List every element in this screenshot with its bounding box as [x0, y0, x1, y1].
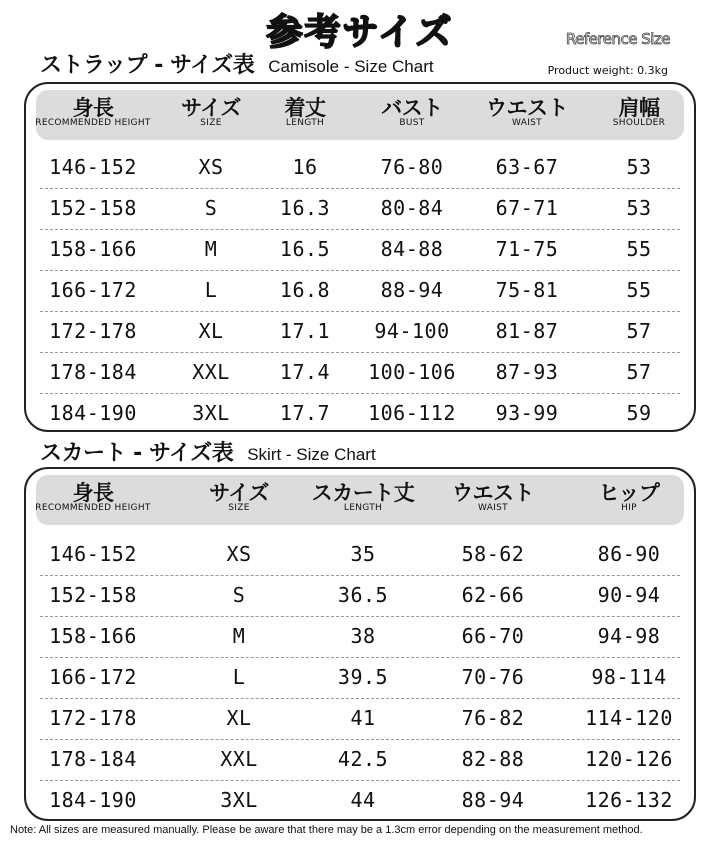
- table-cell: 53: [626, 155, 652, 179]
- skirt-section-title: [40, 436, 376, 467]
- table-cell: M: [204, 237, 218, 261]
- header-length-jp: スカート丈: [311, 481, 415, 505]
- table-cell: 3XL: [192, 401, 230, 425]
- table-cell: 90-94: [597, 583, 661, 607]
- table-cell: 88-94: [461, 788, 525, 812]
- table-cell: 75-81: [495, 278, 559, 302]
- skirt-title-en: Skirt - Size Chart: [247, 445, 376, 464]
- table-cell: 17.1: [279, 319, 331, 343]
- table-cell: 16.3: [279, 196, 331, 220]
- table-cell: 100-106: [368, 360, 456, 384]
- table-cell: 42.5: [337, 747, 389, 771]
- table-cell: 16.8: [279, 278, 331, 302]
- page-title: 参考サイズ: [266, 12, 454, 53]
- table-cell: 76-82: [461, 706, 525, 730]
- table-cell: 172-178: [49, 706, 137, 730]
- table-cell: 55: [626, 237, 652, 261]
- header-recommended-height-en: RECOMMENDED HEIGHT: [35, 503, 151, 513]
- reference-size-label: Reference Size: [565, 30, 670, 48]
- table-cell: 67-71: [495, 196, 559, 220]
- header-recommended-height-jp: 身長: [72, 96, 114, 120]
- table-cell: 87-93: [495, 360, 559, 384]
- table-row: [40, 148, 680, 189]
- product-weight: Product weight: 0.3kg: [547, 64, 668, 77]
- table-cell: 126-132: [585, 788, 673, 812]
- table-row: [40, 699, 680, 740]
- table-cell: 81-87: [495, 319, 559, 343]
- table-cell: 57: [626, 360, 652, 384]
- camisole-title-en: Camisole - Size Chart: [268, 57, 434, 76]
- table-cell: 62-66: [461, 583, 525, 607]
- table-cell: 146-152: [49, 542, 137, 566]
- table-cell: 184-190: [49, 788, 137, 812]
- table-row: [40, 617, 680, 658]
- table-cell: 58-62: [461, 542, 525, 566]
- table-cell: 71-75: [495, 237, 559, 261]
- table-cell: 178-184: [49, 360, 137, 384]
- header-shoulder-en: SHOULDER: [612, 118, 666, 128]
- table-cell: S: [204, 196, 218, 220]
- table-row: [40, 576, 680, 617]
- header-shoulder-jp: 肩幅: [618, 96, 660, 120]
- table-cell: 146-152: [49, 155, 137, 179]
- table-cell: 36.5: [337, 583, 389, 607]
- table-cell: 3XL: [220, 788, 258, 812]
- table-cell: 17.4: [279, 360, 331, 384]
- skirt-size-table: [24, 467, 696, 821]
- table-cell: 38: [350, 624, 376, 648]
- table-cell: 16: [292, 155, 318, 179]
- table-cell: XXL: [220, 747, 258, 771]
- table-cell: 80-84: [380, 196, 444, 220]
- header-size-en: SIZE: [200, 118, 222, 128]
- table-cell: M: [232, 624, 246, 648]
- table-cell: 152-158: [49, 583, 137, 607]
- table-cell: 55: [626, 278, 652, 302]
- table-row: [40, 394, 680, 434]
- table-cell: 59: [626, 401, 652, 425]
- table-cell: 184-190: [49, 401, 137, 425]
- table-cell: 120-126: [585, 747, 673, 771]
- table-cell: 53: [626, 196, 652, 220]
- table-cell: XS: [198, 155, 224, 179]
- table-cell: 98-114: [591, 665, 667, 689]
- header-hip-en: HIP: [621, 503, 637, 513]
- table-cell: 88-94: [380, 278, 444, 302]
- table-cell: 35: [350, 542, 376, 566]
- header-length-jp: 着丈: [284, 96, 326, 120]
- table-cell: 114-120: [585, 706, 673, 730]
- table-row: [40, 781, 680, 821]
- header-size-jp: サイズ: [209, 481, 269, 505]
- header-waist-en: WAIST: [512, 118, 542, 128]
- header-length-en: LENGTH: [343, 503, 383, 513]
- table-row: [40, 658, 680, 699]
- table-cell: 17.7: [279, 401, 331, 425]
- table-cell: 82-88: [461, 747, 525, 771]
- header-waist-jp: ウエスト: [486, 96, 568, 120]
- table-cell: L: [232, 665, 246, 689]
- table-cell: 66-70: [461, 624, 525, 648]
- table-cell: 76-80: [380, 155, 444, 179]
- table-row: [40, 189, 680, 230]
- table-cell: 172-178: [49, 319, 137, 343]
- table-row: [40, 353, 680, 394]
- table-cell: S: [232, 583, 246, 607]
- header-hip-jp: ヒップ: [598, 481, 660, 505]
- table-cell: 63-67: [495, 155, 559, 179]
- header-bust-jp: バスト: [381, 96, 443, 120]
- table-cell: XL: [226, 706, 252, 730]
- table-row: [40, 312, 680, 353]
- table-cell: 152-158: [49, 196, 137, 220]
- table-cell: 94-98: [597, 624, 661, 648]
- header-length-en: LENGTH: [285, 118, 325, 128]
- table-cell: 84-88: [380, 237, 444, 261]
- header-bust-en: BUST: [399, 118, 425, 128]
- table-row: [40, 230, 680, 271]
- header-waist-jp: ウエスト: [452, 481, 534, 505]
- camisole-title-jp: ストラップ - サイズ表: [40, 53, 255, 78]
- header-size-en: SIZE: [228, 503, 250, 513]
- table-cell: 166-172: [49, 665, 137, 689]
- table-cell: 86-90: [597, 542, 661, 566]
- header-recommended-height-en: RECOMMENDED HEIGHT: [35, 118, 151, 128]
- table-cell: XL: [198, 319, 224, 343]
- camisole-size-table: [24, 82, 696, 432]
- header-waist-en: WAIST: [478, 503, 508, 513]
- table-cell: XXL: [192, 360, 230, 384]
- table-cell: 70-76: [461, 665, 525, 689]
- table-cell: XS: [226, 542, 252, 566]
- table-cell: 16.5: [279, 237, 331, 261]
- table-cell: 44: [350, 788, 376, 812]
- table-cell: 39.5: [337, 665, 389, 689]
- camisole-section-title: [40, 48, 434, 79]
- table-cell: 158-166: [49, 624, 137, 648]
- header-recommended-height-jp: 身長: [72, 481, 114, 505]
- table-cell: 41: [350, 706, 376, 730]
- table-cell: 178-184: [49, 747, 137, 771]
- table-cell: L: [204, 278, 218, 302]
- table-cell: 94-100: [374, 319, 450, 343]
- table-row: [40, 271, 680, 312]
- table-cell: 106-112: [368, 401, 456, 425]
- measurement-note: Note: All sizes are measured manually. Please be aware that there may be a 1.3cm error depending on the measurement method.: [10, 824, 643, 836]
- table-cell: 57: [626, 319, 652, 343]
- table-cell: 93-99: [495, 401, 559, 425]
- table-cell: 158-166: [49, 237, 137, 261]
- skirt-title-jp: スカート - サイズ表: [40, 441, 234, 466]
- table-cell: 166-172: [49, 278, 137, 302]
- header-size-jp: サイズ: [181, 96, 241, 120]
- table-row: [40, 535, 680, 576]
- table-row: [40, 740, 680, 781]
